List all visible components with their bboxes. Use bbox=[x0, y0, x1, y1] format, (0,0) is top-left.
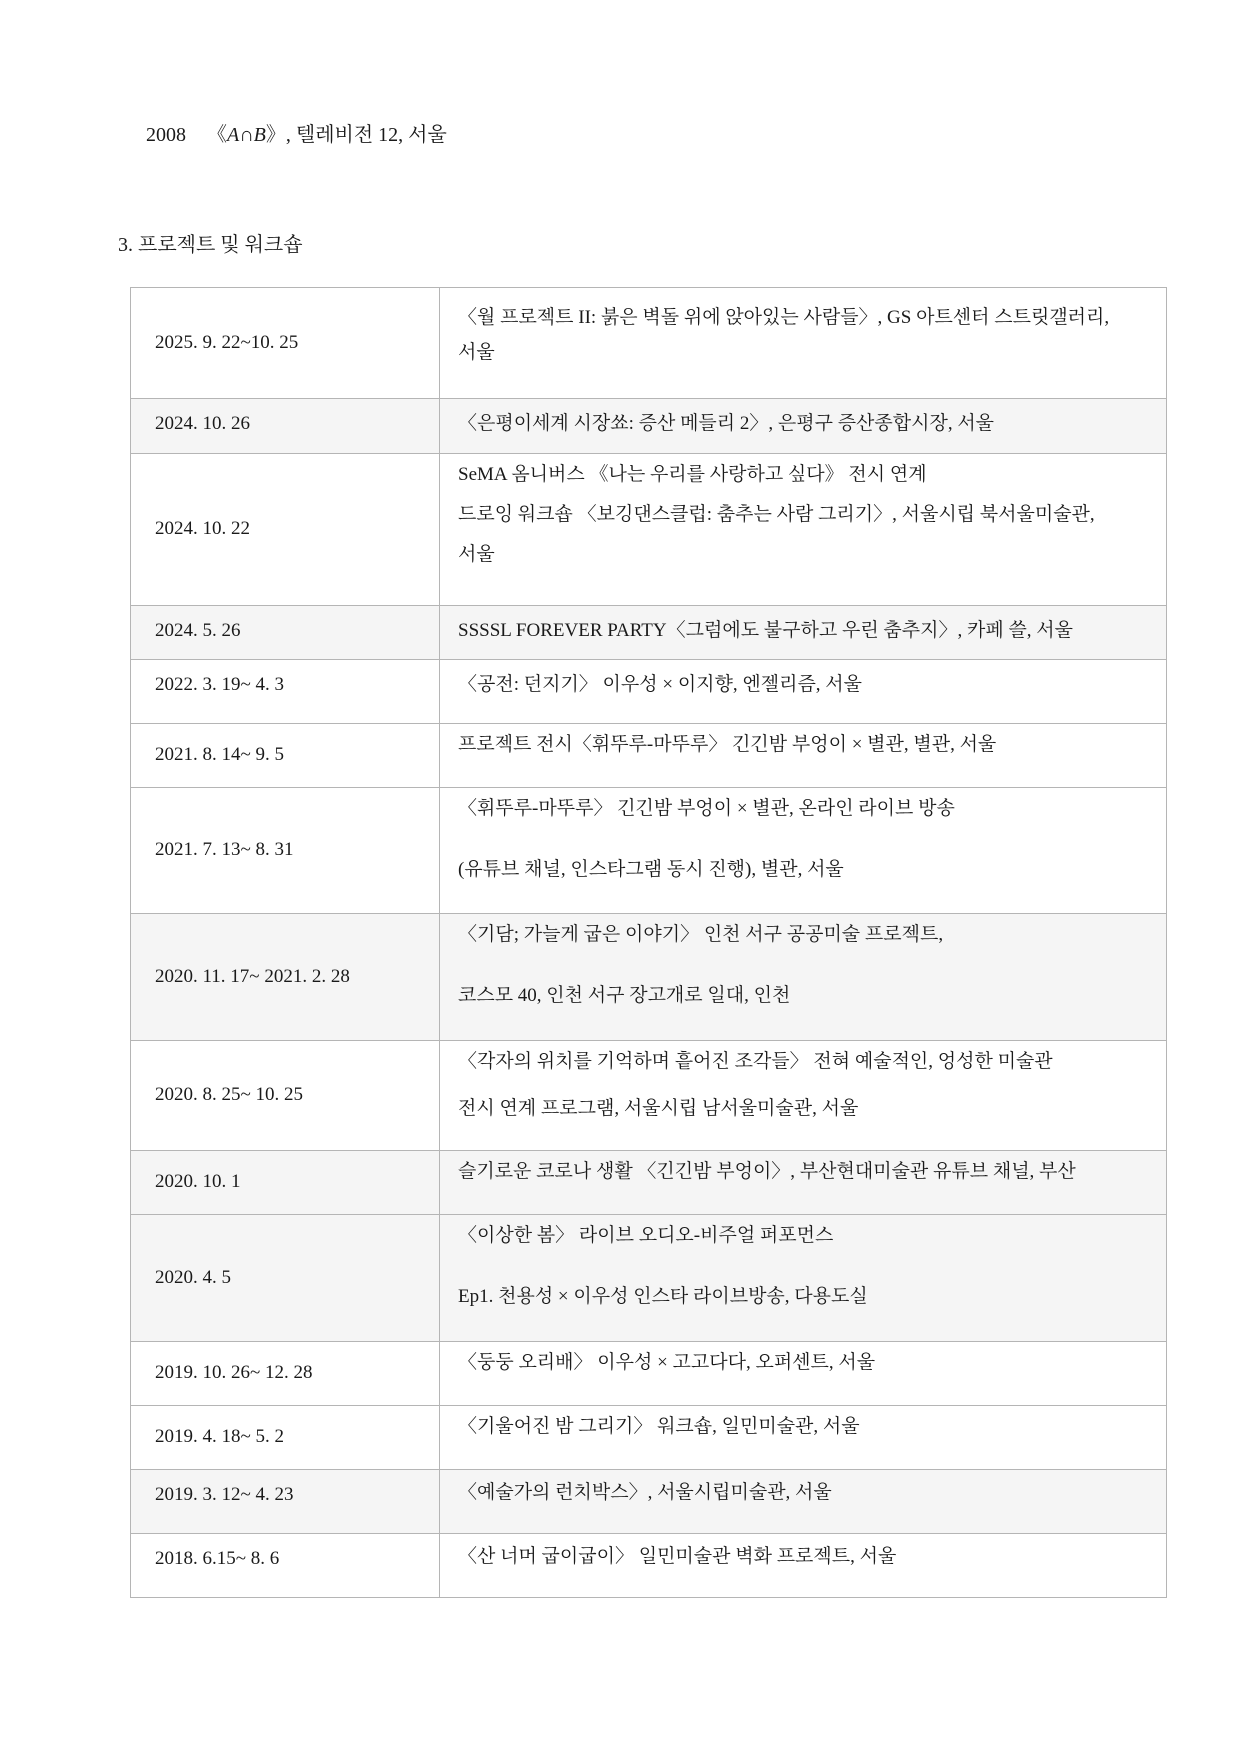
project-date: 2020. 11. 17~ 2021. 2. 28 bbox=[131, 914, 440, 1041]
table-row bbox=[131, 1215, 1167, 1342]
description-line: 〈공전: 던지기〉 이우성 × 이지향, 엔젤리즘, 서울 bbox=[458, 674, 863, 695]
exhibition-title-close: 》 bbox=[265, 124, 286, 146]
table-row bbox=[131, 788, 1167, 914]
description-line: 서울 bbox=[458, 341, 495, 363]
description-line: 프로젝트 전시〈휘뚜루-마뚜루〉 긴긴밤 부엉이 × 별관, 별관, 서울 bbox=[458, 734, 997, 755]
table-row bbox=[131, 660, 1167, 724]
description-line: 〈기울어진 밤 그리기〉 워크숍, 일민미술관, 서울 bbox=[458, 1416, 860, 1437]
project-date: 2024. 10. 22 bbox=[131, 454, 440, 606]
project-description bbox=[440, 1534, 1167, 1598]
project-description bbox=[440, 288, 1167, 399]
description-line: 〈월 프로젝트 II: 붉은 벽돌 위에 앉아있는 사람들〉, GS 아트센터 스트릿갤러리, bbox=[458, 307, 1110, 328]
description-line: Ep1. 천용성 × 이우성 인스타 라이브방송, 다용도실 bbox=[458, 1285, 868, 1307]
description-line: SeMA 옴니버스 《나는 우리를 사랑하고 싶다》 전시 연계 bbox=[458, 464, 927, 485]
project-description bbox=[440, 660, 1167, 724]
description-line: 〈예술가의 런치박스〉, 서울시립미술관, 서울 bbox=[458, 1482, 832, 1503]
project-description bbox=[440, 724, 1167, 788]
exhibition-year: 2008 bbox=[146, 124, 186, 146]
project-date: 2021. 8. 14~ 9. 5 bbox=[131, 724, 440, 788]
description-line: 〈이상한 봄〉 라이브 오디오-비주얼 퍼포먼스 bbox=[458, 1225, 834, 1246]
project-date: 2022. 3. 19~ 4. 3 bbox=[131, 660, 440, 724]
project-date: 2021. 7. 13~ 8. 31 bbox=[131, 788, 440, 914]
project-description bbox=[440, 1470, 1167, 1534]
exhibition-entry bbox=[146, 118, 447, 147]
project-date: 2018. 6.15~ 8. 6 bbox=[131, 1534, 440, 1598]
description-line: 〈은평이세계 시장쑈: 증산 메들리 2〉, 은평구 증산종합시장, 서울 bbox=[458, 413, 995, 434]
project-date: 2019. 10. 26~ 12. 28 bbox=[131, 1342, 440, 1406]
table-row bbox=[131, 914, 1167, 1041]
description-line: 드로잉 워크숍 〈보깅댄스클럽: 춤추는 사람 그리기〉, 서울시립 북서울미술관, bbox=[458, 503, 1095, 525]
description-line: 〈각자의 위치를 기억하며 흩어진 조각들〉 전혀 예술적인, 엉성한 미술관 bbox=[458, 1051, 1053, 1072]
exhibition-venue: , 텔레비전 12, 서울 bbox=[285, 124, 447, 146]
exhibition-title: A∩B bbox=[227, 124, 266, 146]
project-date: 2019. 3. 12~ 4. 23 bbox=[131, 1470, 440, 1534]
description-line: (유튜브 채널, 인스타그램 동시 진행), 별관, 서울 bbox=[458, 858, 844, 880]
description-line: 〈산 너머 굽이굽이〉 일민미술관 벽화 프로젝트, 서울 bbox=[458, 1546, 897, 1567]
project-date: 2024. 10. 26 bbox=[131, 399, 440, 454]
project-date: 2025. 9. 22~10. 25 bbox=[131, 288, 440, 399]
project-description bbox=[440, 1406, 1167, 1470]
table-row bbox=[131, 1342, 1167, 1406]
description-line: 〈둥둥 오리배〉 이우성 × 고고다다, 오퍼센트, 서울 bbox=[458, 1352, 876, 1373]
description-line: 코스모 40, 인천 서구 장고개로 일대, 인천 bbox=[458, 984, 791, 1006]
description-line: 〈기담; 가늘게 굽은 이야기〉 인천 서구 공공미술 프로젝트, bbox=[458, 924, 944, 945]
project-date: 2020. 8. 25~ 10. 25 bbox=[131, 1041, 440, 1151]
table-row bbox=[131, 288, 1167, 399]
project-description bbox=[440, 1151, 1167, 1215]
table-row bbox=[131, 1041, 1167, 1151]
table-row bbox=[131, 724, 1167, 788]
project-date: 2020. 10. 1 bbox=[131, 1151, 440, 1215]
description-line: 서울 bbox=[458, 543, 495, 565]
table-row bbox=[131, 399, 1167, 454]
description-line: SSSSL FOREVER PARTY〈그럼에도 불구하고 우린 춤추지〉, 카페 쓸, 서울 bbox=[458, 620, 1074, 641]
project-date: 2019. 4. 18~ 5. 2 bbox=[131, 1406, 440, 1470]
exhibition-title-open: 《 bbox=[207, 124, 227, 146]
project-description bbox=[440, 1342, 1167, 1406]
table-row bbox=[131, 1470, 1167, 1534]
project-description bbox=[440, 399, 1167, 454]
table-row bbox=[131, 1406, 1167, 1470]
project-description bbox=[440, 454, 1167, 606]
description-line: 〈휘뚜루-마뚜루〉 긴긴밤 부엉이 × 별관, 온라인 라이브 방송 bbox=[458, 798, 955, 819]
project-description bbox=[440, 914, 1167, 1041]
project-date: 2024. 5. 26 bbox=[131, 606, 440, 660]
table-row bbox=[131, 454, 1167, 606]
section-heading: 3. 프로젝트 및 워크숍 bbox=[118, 234, 303, 256]
project-description bbox=[440, 1041, 1167, 1151]
project-description bbox=[440, 606, 1167, 660]
description-line: 슬기로운 코로나 생활 〈긴긴밤 부엉이〉, 부산현대미술관 유튜브 채널, 부산 bbox=[458, 1161, 1076, 1182]
project-description bbox=[440, 1215, 1167, 1342]
table-row bbox=[131, 1151, 1167, 1215]
table-row bbox=[131, 606, 1167, 660]
projects-table bbox=[130, 287, 1167, 1598]
table-row bbox=[131, 1534, 1167, 1598]
project-description bbox=[440, 788, 1167, 914]
project-date: 2020. 4. 5 bbox=[131, 1215, 440, 1342]
description-line: 전시 연계 프로그램, 서울시립 남서울미술관, 서울 bbox=[458, 1097, 859, 1119]
